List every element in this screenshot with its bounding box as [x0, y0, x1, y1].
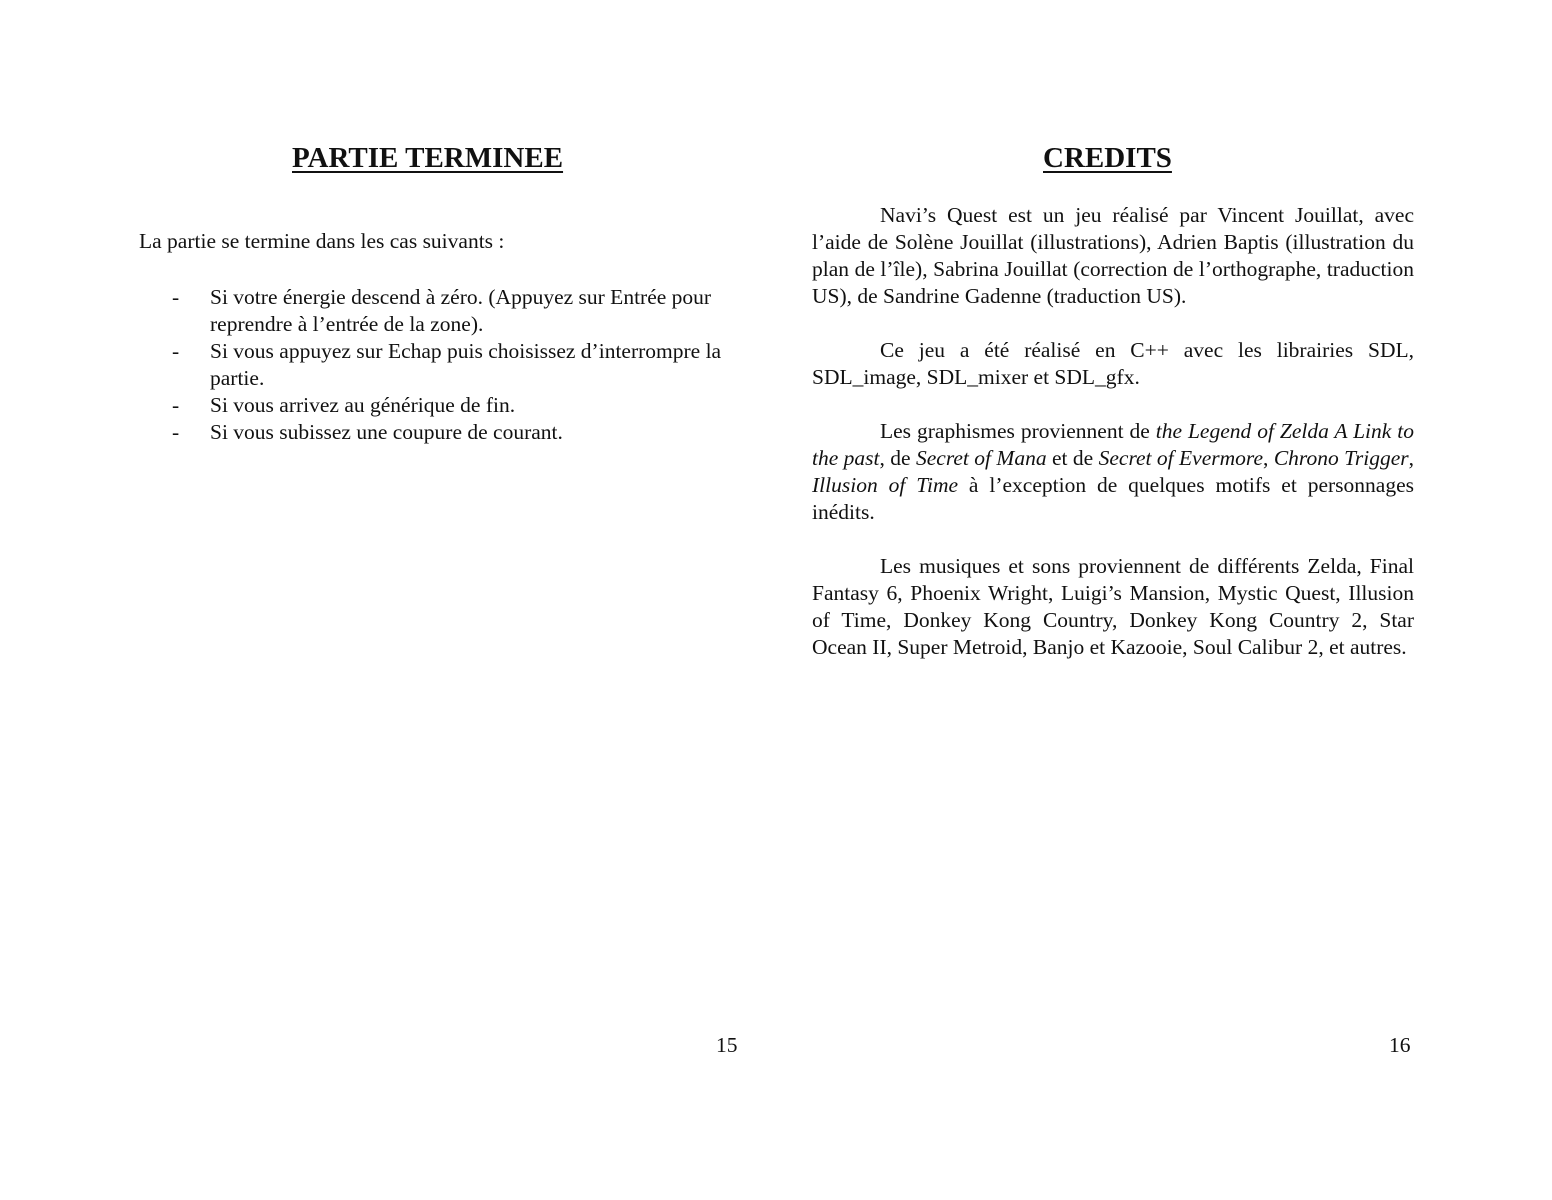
list-item-text: Si vous subissez une coupure de courant. [210, 420, 563, 444]
credits-paragraph-authors: Navi’s Quest est un jeu réalisé par Vincent Jouillat, avec l’aide de Solène Jouillat (illustrations), Adrien Baptis (illustration du plan de l’île), Sabrina Jouillat (correction de l’orthographe, traduction US), de Sandrine Gadenne (traduction US). [812, 203, 1414, 308]
game-title: the Legend of Zelda A Link to the past [812, 419, 1414, 470]
end-conditions-list [172, 284, 730, 446]
credits-paragraph-music: Les musiques et sons proviennent de différents Zelda, Final Fantasy 6, Phoenix Wright, Luigi’s Mansion, Mystic Quest, Illusion of Time, Donkey Kong Country, Donkey Kong Country 2, Star Ocean II, Super Metroid, Banjo et Kazooie, Soul Calibur 2, et autres. [812, 554, 1414, 659]
graphics-text: à l’exception de quelques motifs et personnages inédits. [812, 473, 1414, 524]
graphics-text: , de [879, 446, 916, 470]
list-item [172, 284, 730, 338]
list-item [172, 392, 730, 419]
list-item-text: Si vous arrivez au générique de fin. [210, 393, 516, 417]
page-number: 15 [716, 1033, 738, 1057]
list-item [172, 338, 730, 392]
graphics-text: Les graphismes proviennent de [880, 419, 1156, 443]
graphics-text: et de [1046, 446, 1099, 470]
page-title: CREDITS [1043, 142, 1172, 174]
graphics-text: , [1408, 446, 1415, 470]
page-number: 16 [1389, 1033, 1411, 1057]
dash-bullet: - [172, 285, 180, 309]
graphics-text: , [1263, 446, 1274, 470]
credits-paragraph-libraries: Ce jeu a été réalisé en C++ avec les librairies SDL, SDL_image, SDL_mixer et SDL_gfx. [812, 338, 1414, 389]
credits-body [812, 202, 1414, 688]
right-page [776, 0, 1552, 1200]
page-title: PARTIE TERMINEE [292, 142, 564, 174]
game-title: Secret of Mana [915, 446, 1047, 470]
game-title: Chrono Trigger [1273, 446, 1409, 470]
game-title: Secret of Evermore [1098, 446, 1264, 470]
list-item-text: Si votre énergie descend à zéro. (Appuyez sur Entrée pour reprendre à l’entrée de la zone). [210, 285, 712, 336]
dash-bullet: - [172, 393, 180, 417]
list-item-text: Si vous appuyez sur Echap puis choisissez d’interrompre la partie. [210, 339, 722, 390]
dash-bullet: - [172, 420, 180, 444]
dash-bullet: - [172, 339, 180, 363]
list-item [172, 419, 730, 446]
credits-paragraph-graphics [812, 418, 1414, 526]
game-title: Illusion of Time [812, 473, 959, 497]
intro-text: La partie se termine dans les cas suivants : [139, 229, 505, 253]
